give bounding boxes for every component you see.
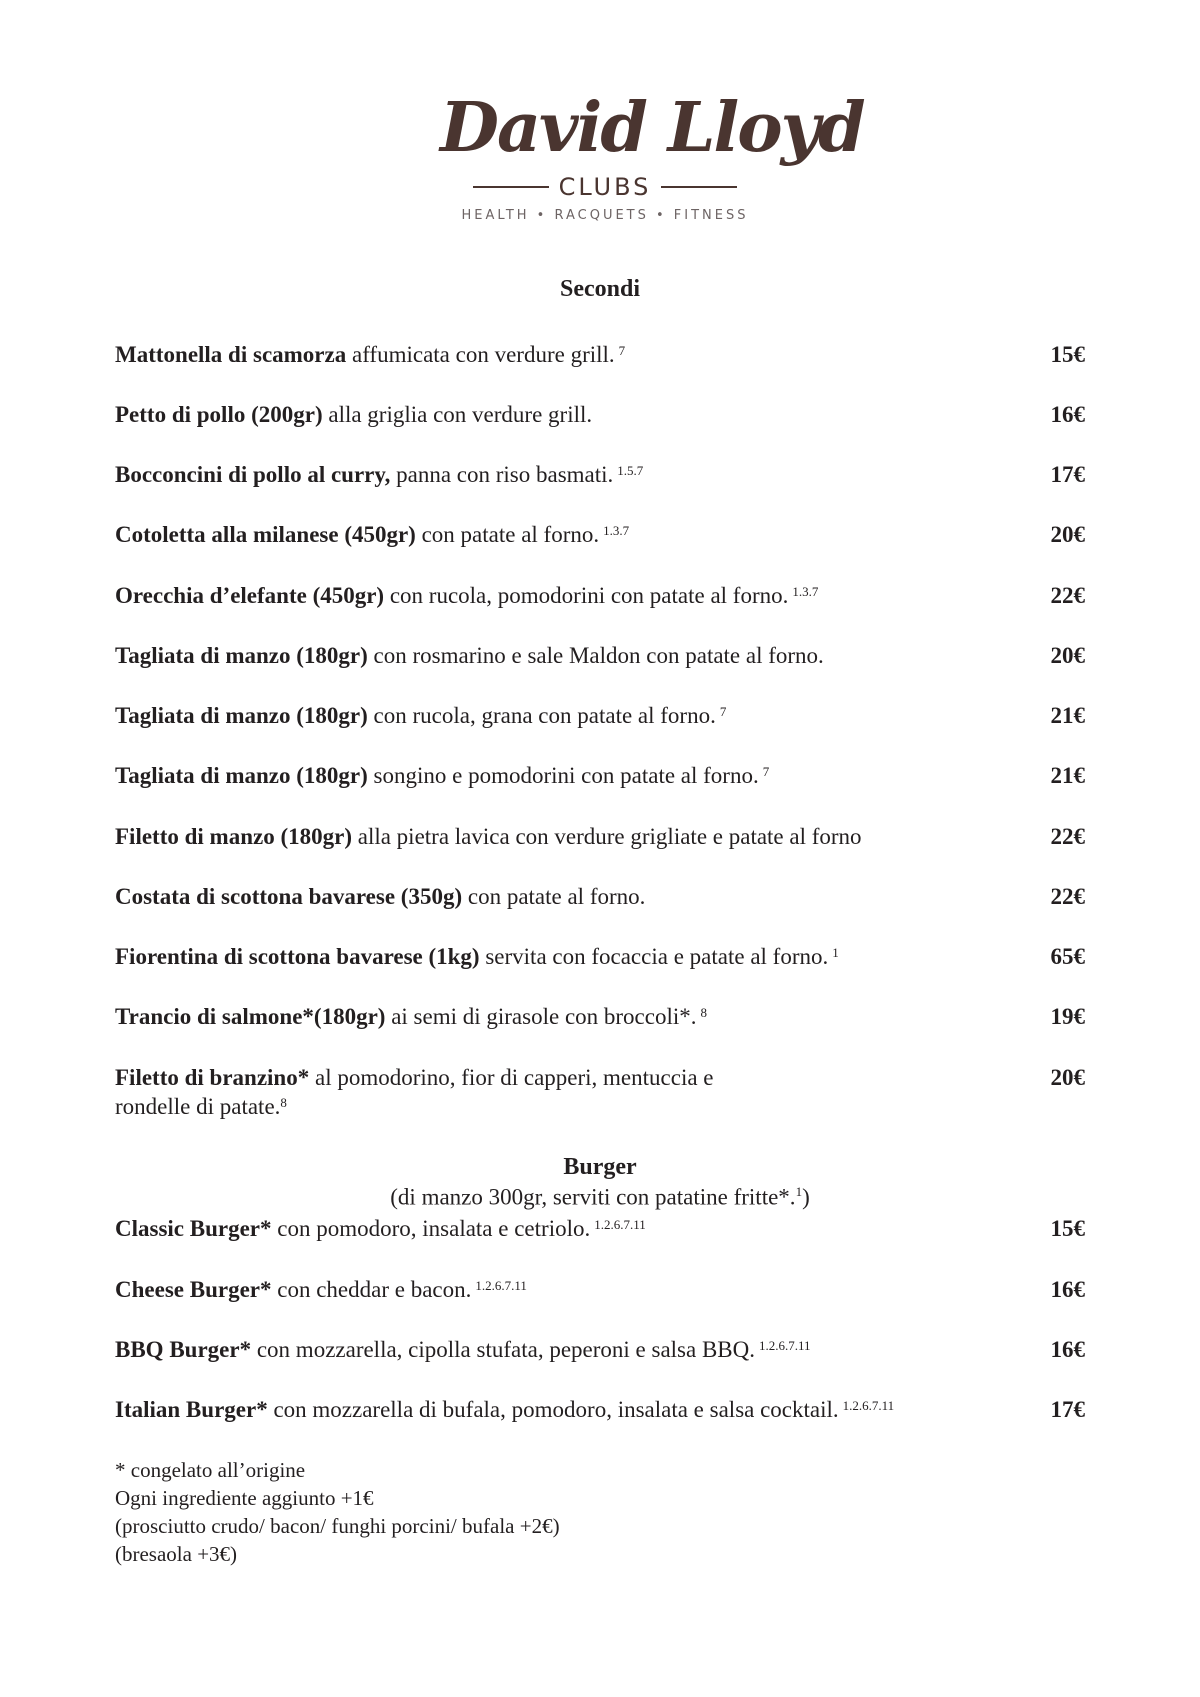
item-desc: con mozzarella, cipolla stufata, peperoni e salsa BBQ. xyxy=(251,1337,755,1362)
item-allergens: 8 xyxy=(700,1005,708,1020)
item-price: 15€ xyxy=(1050,1216,1085,1241)
burger-subtitle xyxy=(0,1184,1200,1211)
item-desc: con patate al forno. xyxy=(415,522,600,547)
burger-subtitle-text: (di manzo 300gr, serviti con patatine fritte*. xyxy=(390,1184,796,1210)
item-name: Orecchia d’elefante (450gr) xyxy=(115,583,385,608)
logo-wordmark: David Lloyd xyxy=(440,88,864,168)
item-allergens: 7 xyxy=(719,704,727,719)
item-price: 16€ xyxy=(1050,1277,1085,1302)
menu-item xyxy=(115,460,1085,489)
item-desc: con rucola, grana con patate al forno. xyxy=(367,703,716,728)
item-name: Classic Burger* xyxy=(115,1216,272,1241)
item-desc: songino e pomodorini con patate al forno. xyxy=(367,763,759,788)
item-price: 21€ xyxy=(1050,763,1085,788)
item-price: 20€ xyxy=(1050,643,1085,668)
item-name: Cheese Burger* xyxy=(115,1277,272,1302)
logo-clubs-row xyxy=(440,172,770,202)
menu-item xyxy=(115,1214,1085,1243)
item-price: 15€ xyxy=(1050,342,1085,367)
item-allergens: 1.2.6.7.11 xyxy=(842,1398,895,1413)
item-price: 16€ xyxy=(1050,402,1085,427)
item-allergens: 7 xyxy=(762,764,770,779)
item-allergens: 1.2.6.7.11 xyxy=(594,1217,646,1232)
menu-item xyxy=(115,1395,1085,1424)
menu-item xyxy=(115,520,1085,549)
item-name: Fiorentina di scottona bavarese (1kg) xyxy=(115,944,480,969)
item-price: 22€ xyxy=(1050,583,1085,608)
menu-item xyxy=(115,942,1085,971)
menu-item xyxy=(115,1002,1085,1031)
item-allergens: 1.2.6.7.11 xyxy=(475,1278,527,1293)
item-name: BBQ Burger* xyxy=(115,1337,252,1362)
item-name: Mattonella di scamorza xyxy=(115,342,347,367)
item-desc: con patate al forno. xyxy=(462,884,646,909)
item-desc: con mozzarella di bufala, pomodoro, insalata e salsa cocktail. xyxy=(267,1397,839,1422)
item-desc: alla griglia con verdure grill. xyxy=(322,402,593,427)
item-desc: affumicata con verdure grill. xyxy=(346,342,615,367)
item-desc: con cheddar e bacon. xyxy=(271,1277,472,1302)
item-price: 22€ xyxy=(1050,824,1085,849)
item-desc: panna con riso basmati. xyxy=(390,462,614,487)
item-price: 20€ xyxy=(1050,522,1085,547)
item-price: 65€ xyxy=(1050,944,1085,969)
item-allergens: 1.5.7 xyxy=(617,463,644,478)
item-name: Trancio di salmone*(180gr) xyxy=(115,1004,386,1029)
menu-item xyxy=(115,1063,1085,1121)
section-title-secondi: Secondi xyxy=(559,276,640,302)
burger-subtitle-allergen: 1 xyxy=(795,1184,803,1199)
logo-clubs: CLUBS xyxy=(558,173,652,201)
note-frozen: * congelato all’origine xyxy=(115,1458,306,1482)
item-desc: al pomodorino, fior di capperi, mentuccia e xyxy=(309,1065,714,1090)
menu-item xyxy=(115,581,1085,610)
item-allergens: 1.2.6.7.11 xyxy=(759,1338,811,1353)
menu-notes xyxy=(115,1456,560,1568)
item-name: Costata di scottona bavarese (350g) xyxy=(115,884,463,909)
menu-item xyxy=(115,340,1085,369)
item-desc: alla pietra lavica con verdure grigliate e patate al forno xyxy=(351,824,862,849)
burger-subtitle-close: ) xyxy=(802,1184,810,1210)
menu-item xyxy=(115,882,1085,911)
item-name: Petto di pollo (200gr) xyxy=(115,402,323,427)
item-price: 16€ xyxy=(1050,1337,1085,1362)
item-name: Bocconcini di pollo al curry, xyxy=(115,462,391,487)
item-desc: con pomodoro, insalata e cetriolo. xyxy=(271,1216,591,1241)
menu-item xyxy=(115,1335,1085,1364)
item-price: 20€ xyxy=(1050,1065,1085,1090)
item-name: Tagliata di manzo (180gr) xyxy=(115,703,368,728)
item-allergens: 1 xyxy=(832,945,839,960)
item-price: 22€ xyxy=(1050,884,1085,909)
item-name: Tagliata di manzo (180gr) xyxy=(115,643,368,668)
item-desc: con rucola, pomodorini con patate al forno. xyxy=(384,583,789,608)
item-allergens: 8 xyxy=(280,1095,287,1110)
item-price: 17€ xyxy=(1050,1397,1085,1422)
item-allergens: 7 xyxy=(618,343,626,358)
menu-item xyxy=(115,641,1085,670)
item-desc: ai semi di girasole con broccoli*. xyxy=(385,1004,697,1029)
note-bresaola: (bresaola +3€) xyxy=(115,1542,238,1566)
logo-tagline: HEALTH • RACQUETS • FITNESS xyxy=(461,208,749,223)
item-allergens: 1.3.7 xyxy=(603,523,630,538)
item-price: 17€ xyxy=(1050,462,1085,487)
note-extra-ingredient: Ogni ingrediente aggiunto +1€ xyxy=(115,1486,374,1510)
item-desc-continued: rondelle di patate. xyxy=(115,1094,281,1119)
item-name: Filetto di branzino* xyxy=(115,1065,310,1090)
item-desc: servita con focaccia e patate al forno. xyxy=(479,944,829,969)
item-price: 19€ xyxy=(1050,1004,1085,1029)
menu-item xyxy=(115,822,1085,851)
item-price: 21€ xyxy=(1050,703,1085,728)
menu-item xyxy=(115,761,1085,790)
logo-rule-right xyxy=(661,186,737,188)
item-name: Cotoletta alla milanese (450gr) xyxy=(115,522,416,547)
item-name: Filetto di manzo (180gr) xyxy=(115,824,352,849)
section-title-burger: Burger xyxy=(563,1154,637,1180)
menu-item xyxy=(115,701,1085,730)
item-desc: con rosmarino e sale Maldon con patate al forno. xyxy=(367,643,824,668)
david-lloyd-logo xyxy=(440,88,864,248)
note-premium-ingredients: (prosciutto crudo/ bacon/ funghi porcini/ bufala +2€) xyxy=(115,1514,560,1538)
item-allergens: 1.3.7 xyxy=(792,584,819,599)
menu-item xyxy=(115,400,1085,429)
logo-rule-left xyxy=(473,186,549,188)
menu-item xyxy=(115,1275,1085,1304)
item-name: Italian Burger* xyxy=(115,1397,268,1422)
item-name: Tagliata di manzo (180gr) xyxy=(115,763,368,788)
